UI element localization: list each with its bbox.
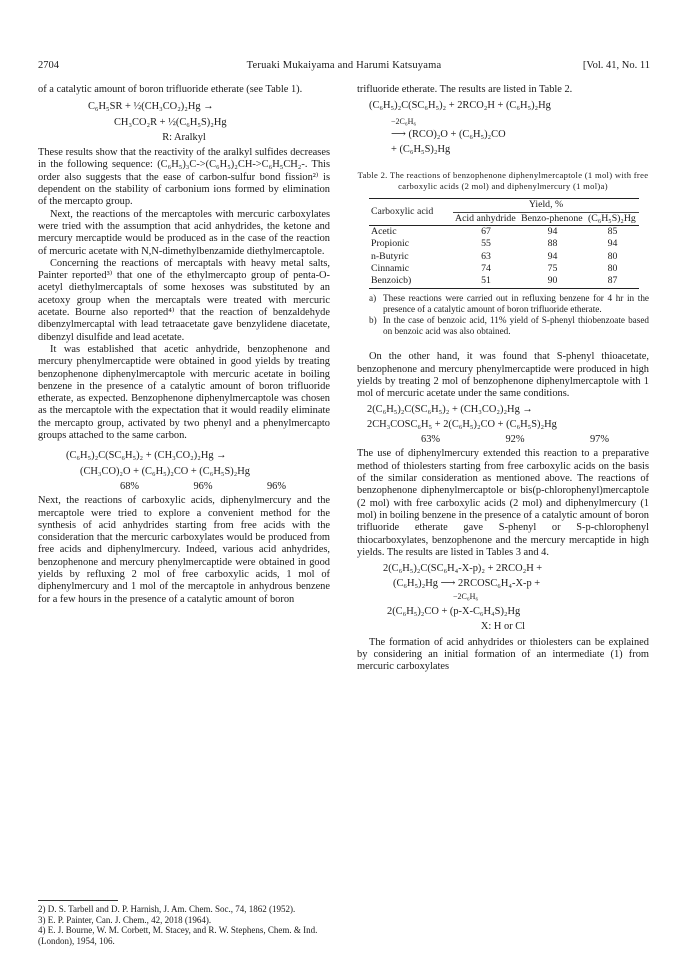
yield: 63%	[421, 434, 441, 446]
table-cell: 85	[607, 226, 618, 238]
running-title: Teruaki Mukaiyama and Harumi Katsuyama	[246, 60, 442, 71]
table-cell: 63	[481, 250, 491, 262]
equation: 2(C₆H₅)₂CO + (p-X-C₆H₄S)₂Hg	[387, 606, 521, 618]
equation: CH₃CO₂R + ½(C₆H₅S)₂Hg	[114, 116, 227, 128]
footnote-rule	[38, 900, 118, 901]
table-cell: 67	[481, 226, 491, 238]
paragraph: The use of diphenylmercury extended this reaction to a preparative method of thiolesters starting from free carboxylic acids on the basis of the similar consideration as mentioned above. The reactions of benzophenone diphenylmercaptole or bis(p-chlorophenyl)mercaptole (2 mol) with free carboxylic acids (2 mol) and diphenylmercury (1 mol) in boiling benzene in the presence of a catalytic amount of boron trifluoride etherate gave S-phenyl or S-p-chlorophenyl thiocarboxylates, benzophenone and the mercury mercaptide in high yields. The results are listed in Tables 3 and 4.	[357, 448, 649, 558]
table-cell: Cinnamic	[371, 262, 410, 274]
table-cell: 88	[547, 238, 558, 250]
table-note: These reactions were carried out in refluxing benzene for 4 hr in the presence of a catalytic amount of boron trifluoride etherate.	[383, 292, 649, 314]
table-row	[369, 226, 639, 239]
table-cell: 94	[547, 250, 558, 262]
paragraph: trifluoride etherate. The results are listed in Table 2.	[357, 84, 573, 95]
equation-arrow-label: −2C₆H₆	[453, 591, 479, 601]
equation: 2(C₆H₅)₂C(SC₆H₄-X-p)₂ + 2RCO₂H +	[383, 563, 543, 575]
equation: 2(C₆H₅)₂C(SC₆H₅)₂ + (CH₃CO₂)₂Hg →	[367, 403, 533, 415]
yield: 92%	[505, 434, 525, 446]
equation: 2CH₃COSC₆H₅ + 2(C₆H₅)₂CO + (C₆H₅S)₂Hg	[367, 418, 557, 430]
table-cell: Acetic	[371, 226, 397, 238]
equation: (C₆H₅)₂Hg ⟶ 2RCOSC₆H₄-X-p +	[393, 578, 541, 590]
table-cell: 94	[607, 238, 618, 250]
footnotes	[38, 904, 330, 946]
yield: 96%	[266, 480, 286, 492]
yield-row	[38, 481, 330, 493]
column-header: (C₆H₅S)₂Hg	[588, 212, 636, 224]
paragraph: Next, the reactions of carboxylic acids, diphenylmercury and the mercaptole were tried to explore a convenient method for the synthesis of acid anhydrides starting from free acids with the consideration that the mercuric carboxylates would be produced from free acids and diphenylmercury. Indeed, various acid anhydrides, benzophenone and mercury phenylmercaptide were obtained in good yields by refluxing 2 mol of free carboxylic acids, 1 mol of diphenylmercury and 1 mol of the mercaptole in anhydrous benzene for a few hours in the presence of a catalytic amount of boron	[38, 495, 330, 605]
table-cell: 94	[547, 226, 558, 238]
results-table	[369, 198, 639, 287]
paragraph: of a catalytic amount of boron trifluoride etherate (see Table 1).	[38, 84, 303, 95]
paragraph: The formation of acid anhydrides or thiolesters can be explained by considering an initial formation of an intermediate (1) from mercuric carboxylates	[357, 636, 649, 673]
table-row	[369, 251, 639, 263]
equation-note: R: Aralkyl	[162, 131, 206, 143]
table-note: In the case of benzoic acid, 11% yield of S-phenyl thiobenzoate based on benzoic acid was also obtained.	[383, 314, 649, 337]
footnote: 4) E. J. Bourne, W. M. Corbett, M. Stacey, and R. W. Stephens, Chem. & Ind. (London), 1954, 106.	[38, 925, 318, 946]
table-rule	[369, 288, 639, 289]
equation: ⟶ (RCO)₂O + (C₆H₅)₂CO	[391, 128, 506, 140]
table-row	[369, 275, 639, 287]
volume-info: [Vol. 41, No. 11	[582, 60, 650, 71]
right-column	[357, 84, 649, 674]
column-header: Yield, %	[453, 199, 639, 212]
table-cell: 74	[481, 262, 491, 274]
column-header: Benzo-phenone	[521, 212, 583, 224]
column-header: Acid anhydride	[455, 212, 516, 224]
yield: 97%	[589, 434, 609, 446]
table-caption: Table 2. The reactions of benzophenone diphenylmercaptole (1 mol) with free carboxylic acids (2 mol) and diphenylmercury (1 mol)a)	[357, 170, 649, 192]
left-column	[38, 84, 330, 606]
equation: (CH₃CO)₂O + (C₆H₅)₂CO + (C₆H₅S)₂Hg	[80, 465, 251, 477]
table-notes: a) These reactions were carried out in refluxing benzene for 4 hr in the presence of a catalytic amount of boron trifluoride etherate. b) In the case of benzoic acid, 11% yield of S-phenyl thiobenzoate based on benzoic acid was also obtained.	[369, 292, 649, 337]
paragraph: On the other hand, it was found that S-phenyl thioacetate, benzophenone and mercury phenylmercaptide were produced in high yields by treating 2 mol of benzophenone diphenylmercaptole with 1 mol of mercuric acetate under the same conditions.	[357, 351, 649, 400]
page-number: 2704	[38, 60, 59, 71]
table-cell: n-Butyric	[371, 250, 409, 262]
table-row	[369, 263, 639, 275]
paragraph: Concerning the reactions of mercaptals with heavy metal salts, Painter reported³⁾ that one of the ethylmercapto group of penta-O-acetyl diethylmercaptals of some hexoses was substituted by an acetoxy group when the mercaptals were treated with mercuric acetate. Bourne also reported⁴⁾ that the reaction of benzaldehyde dibenzylmercaptal with lead tetraacetate gave benzylidene diacetate, dibenzyl disulfide and lead acetate.	[38, 257, 330, 343]
table-cell: 90	[547, 275, 558, 287]
equation: + (C₆H₅S)₂Hg	[391, 144, 451, 156]
table-cell: 55	[481, 238, 491, 250]
page-header	[38, 60, 650, 74]
table-cell: 75	[547, 262, 558, 274]
equation-arrow-label: −2C₆H₆	[391, 116, 417, 126]
table-cell: 80	[607, 262, 618, 274]
footnote: 2) D. S. Tarbell and D. P. Harnish, J. Am. Chem. Soc., 74, 1862 (1952).	[38, 904, 296, 914]
footnote: 3) E. P. Painter, Can. J. Chem., 42, 2018 (1964).	[38, 914, 212, 925]
column-header: Carboxylic acid	[371, 206, 434, 218]
table-cell: 80	[607, 250, 618, 262]
table-cell: 51	[481, 275, 491, 287]
paragraph: It was established that acetic anhydride, benzophenone and mercury phenylmercaptide were obtained in good yields by treating benzophenone diphenylmercaptole with mercuric acetate in boiling benzene in the presence of a catalytic amount of boron trifluoride etherate, as expected. Benzophenone diphenylmercaptole was chosen as the mercaptole with the expectation that it would readily eliminate the mercapto group, activated by two phenyl and a phenylmercapto groups attached to the same carbon.	[38, 343, 330, 442]
equation-note: X: H or Cl	[480, 621, 526, 633]
table-cell: Propionic	[371, 238, 410, 250]
table-cell: 87	[607, 275, 618, 287]
equation: (C₆H₅)₂C(SC₆H₅)₂ + 2RCO₂H + (C₆H₅)₂Hg	[369, 100, 551, 112]
yield: 68%	[120, 480, 140, 492]
paragraph: Next, the reactions of the mercaptoles with mercuric carboxylates were tried with the assumption that acid anhydrides, the ketone and mercury mercaptide would be produced as in the case of the reaction of mercuric acetate with N,N-dimethylbenzamide diethylmercaptole.	[38, 208, 330, 257]
table-cell: Benzoicb)	[371, 275, 412, 287]
yield: 96%	[193, 480, 213, 492]
equation: (C₆H₅)₂C(SC₆H₅)₂ + (CH₃CO₂)₂Hg →	[66, 450, 227, 462]
equation: C₆H₅SR + ½(CH₃CO₂)₂Hg →	[88, 101, 214, 113]
table-row	[369, 238, 639, 250]
paragraph: These results show that the reactivity of the aralkyl sulfides decreases in the following sequence: (C₆H₅)₃C->(C₆H₅)₂CH->C₆H₅CH₂-. This order also suggests that the ease of carbon-sulfur bond fission²⁾ is dependent on the stability of carbonium ions formed by elimination of the mercapto group.	[38, 147, 330, 208]
yield-row	[357, 434, 649, 446]
